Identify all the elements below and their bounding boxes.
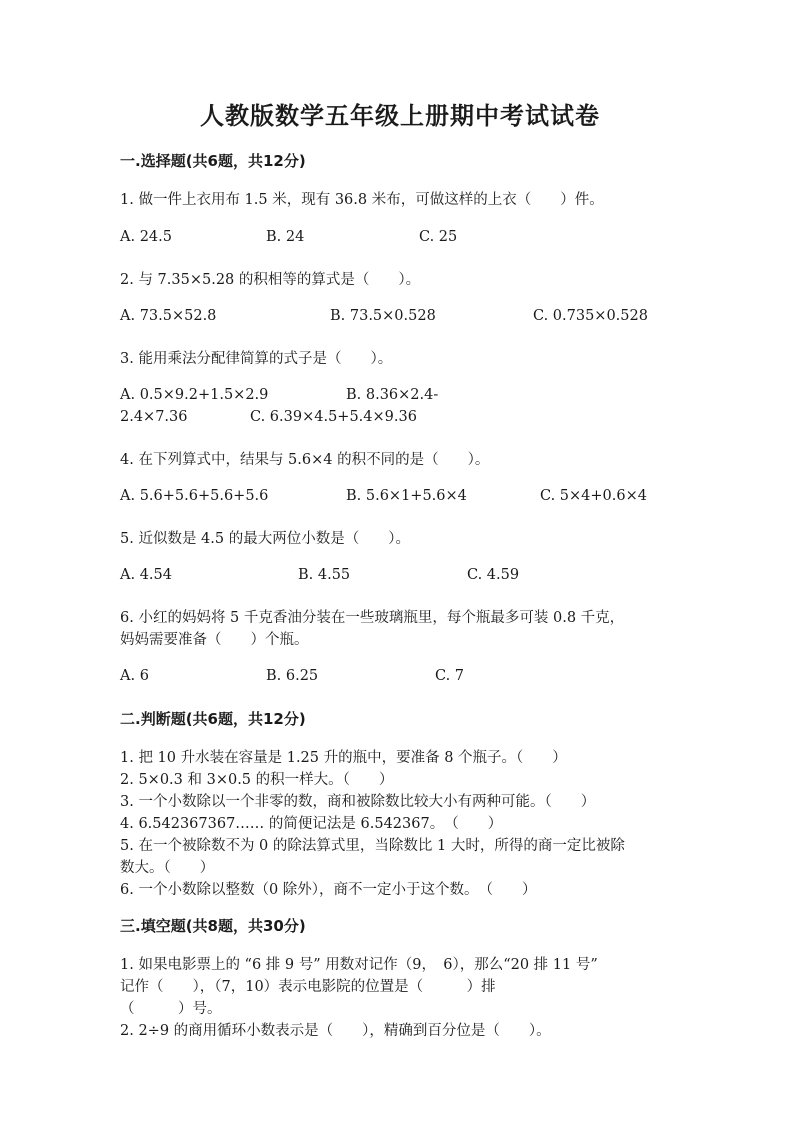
question-5-stem: 5. 近似数是 4.5 的最大两位小数是（ ）。 [120, 531, 410, 547]
judgment-item-5-line-2: 数大。（ ） [120, 860, 215, 876]
question-1-option-a: A. 24.5 [120, 229, 172, 245]
question-2-option-b: B. 73.5×0.528 [330, 308, 436, 324]
question-4-option-b: B. 5.6×1+5.6×4 [346, 488, 467, 504]
question-3-option-a: A. 0.5×9.2+1.5×2.9 [120, 387, 269, 403]
question-6-option-c: C. 7 [435, 668, 465, 684]
question-3-stem: 3. 能用乘法分配律简算的式子是（ ）。 [120, 351, 393, 367]
section-heading-multiple-choice: 一.选择题(共6题，共12分) [120, 152, 306, 170]
question-3-option-b-cont: 2.4×7.36 [120, 409, 188, 425]
question-5-option-a: A. 4.54 [120, 567, 172, 583]
judgment-item-1: 1. 把 10 升水装在容量是 1.25 升的瓶中，要准备 8 个瓶子。（ ） [120, 750, 567, 766]
question-4-option-a: A. 5.6+5.6+5.6+5.6 [120, 488, 269, 504]
question-4-stem: 4. 在下列算式中，结果与 5.6×4 的积不同的是（ ）。 [120, 452, 490, 468]
fill-item-2: 2. 2÷9 的商用循环小数表示是（ ），精确到百分位是（ ）。 [120, 1023, 551, 1039]
question-5-option-b: B. 4.55 [298, 567, 351, 583]
question-4-option-c: C. 5×4+0.6×4 [540, 488, 647, 504]
question-2-option-c: C. 0.735×0.528 [533, 308, 648, 324]
question-1-stem: 1. 做一件上衣用布 1.5 米，现有 36.8 米布，可做这样的上衣（ ）件。 [120, 192, 604, 208]
question-3-option-b: B. 8.36×2.4- [346, 387, 439, 403]
question-6-stem-line-1: 6. 小红的妈妈将 5 千克香油分装在一些玻璃瓶里，每个瓶最多可装 0.8 千克， [120, 610, 625, 626]
question-2-option-a: A. 73.5×52.8 [120, 308, 217, 324]
judgment-item-6: 6. 一个小数除以整数（0 除外），商不一定小于这个数。 （ ） [120, 882, 537, 898]
judgment-item-2: 2. 5×0.3 和 3×0.5 的积一样大。（ ） [120, 772, 394, 788]
question-6-option-b: B. 6.25 [266, 668, 319, 684]
exam-title: 人教版数学五年级上册期中考试试卷 [200, 101, 600, 130]
judgment-item-4: 4. 6.542367367…… 的简便记法是 6.542367。 （ ） [120, 816, 503, 832]
question-3-option-c: C. 6.39×4.5+5.4×9.36 [250, 409, 417, 425]
question-6-stem-line-2: 妈妈需要准备（ ）个瓶。 [120, 632, 309, 648]
fill-item-1-line-2: 记作（ ），（7，10）表示电影院的位置是（ ）排 [120, 979, 496, 995]
section-heading-fill-in: 三.填空题(共8题，共30分) [120, 917, 306, 935]
fill-item-1-line-3: （ ）号。 [120, 1001, 222, 1017]
question-5-option-c: C. 4.59 [467, 567, 520, 583]
judgment-item-5-line-1: 5. 在一个被除数不为 0 的除法算式里，当除数比 1 大时，所得的商一定比被除 [120, 838, 625, 854]
question-2-stem: 2. 与 7.35×5.28 的积相等的算式是（ ）。 [120, 272, 421, 288]
fill-item-1-line-1: 1. 如果电影票上的 “6 排 9 号” 用数对记作（9， 6），那么“20 排 11 号” [120, 957, 598, 973]
question-1-option-b: B. 24 [266, 229, 305, 245]
judgment-item-3: 3. 一个小数除以一个非零的数，商和被除数比较大小有两种可能。（ ） [120, 794, 596, 810]
question-1-option-c: C. 25 [419, 229, 458, 245]
section-heading-true-false: 二.判断题(共6题，共12分) [120, 710, 306, 728]
question-6-option-a: A. 6 [120, 668, 149, 684]
